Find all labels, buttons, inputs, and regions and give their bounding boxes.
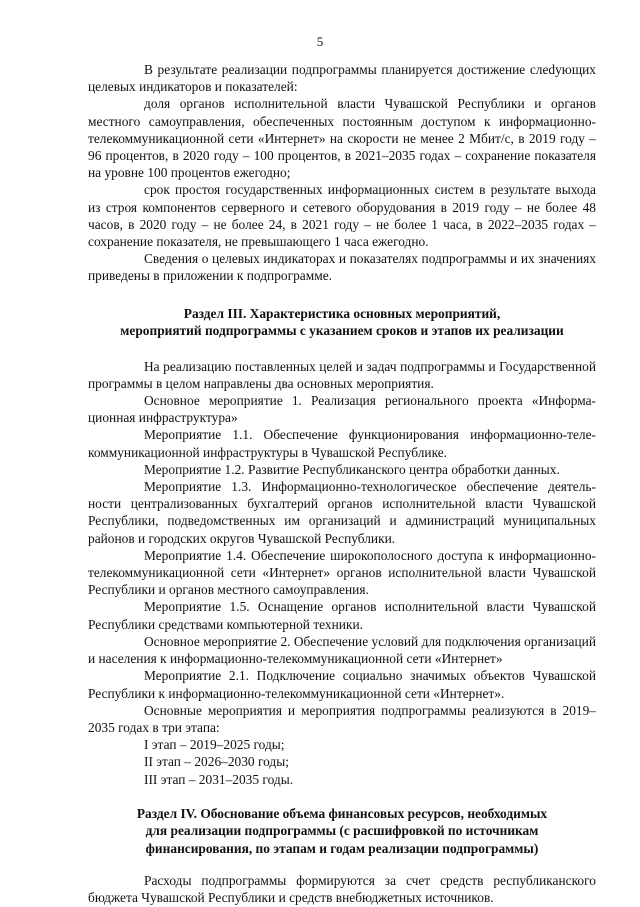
- paragraph: доля органов исполнительной власти Чувашской Республики и органов местного самоуправления, обеспеченных постоянным доступом к информационно-телекоммуникационной сети «Интернет» на скорости не менее 2 Мбит/с, в 2019 году – 96 процентов, в 2020 году – 100 процентов, в 2021–2035 годах – сохранение показателя на уровне 100 процентов ежегодно;: [88, 96, 596, 181]
- section-3-heading: [88, 305, 596, 340]
- heading-line: для реализации подпрограммы (с расшифровкой по источникам: [145, 823, 539, 839]
- heading-line: Раздел IV. Обоснование объема финансовых ресурсов, необходимых: [136, 805, 548, 821]
- paragraph: срок простоя государственных информационных систем в результате выхода из строя компонентов серверного и сетевого оборудования в 2019 году – не более 48 часов, в 2020 году – не более 24, в 2021 году – не более 1 часа, в 2022–2035 годах – сохранение показателя, не превышающего 1 часа ежегодно.: [88, 182, 596, 250]
- paragraph: Сведения о целевых индикаторах и показателях подпрограммы и их значениях приведены в приложении к подпрограмме.: [88, 251, 596, 284]
- paragraph: Мероприятие 1.4. Обеспечение широкополосного доступа к информационно-телекоммуникационной сети «Интернет» органов исполнительной власти Чувашской Республики и органов местного самоуправления.: [88, 547, 596, 598]
- paragraph: Мероприятие 1.1. Обеспечение функционирования информационно-телекоммуникационной инфраструктуры в Чувашской Республике.: [88, 427, 596, 460]
- stage-item: I этап – 2019–2025 годы;: [144, 737, 285, 753]
- paragraph: Мероприятие 2.1. Подключение социально значимых объектов Чувашской Республики к информационно-телекоммуникационной сети «Интернет».: [88, 668, 596, 701]
- page-content: [88, 61, 596, 907]
- paragraph: Мероприятие 1.2. Развитие Республиканского центра обработки данных.: [144, 461, 560, 477]
- paragraph: Расходы подпрограммы формируются за счет средств республиканского бюджета Чувашской Республики и средств внебюджетных источников.: [88, 873, 596, 906]
- heading-line: мероприятий подпрограммы с указанием сроков и этапов их реализации: [120, 323, 564, 339]
- page-number: 5: [316, 34, 324, 49]
- heading-line: финансирования, по этапам и годам реализации подпрограммы): [145, 840, 539, 856]
- paragraph: Основное мероприятие 1. Реализация регионального проекта «Информационная инфраструктура»: [88, 393, 596, 426]
- stage-item: II этап – 2026–2030 годы;: [144, 754, 289, 770]
- stage-item: III этап – 2031–2035 годы.: [144, 771, 294, 787]
- paragraph: Основные мероприятия и мероприятия подпрограммы реализуются в 2019–2035 годах в три этапа:: [88, 702, 596, 735]
- paragraph: Мероприятие 1.5. Оснащение органов исполнительной власти Чувашской Республики средствами компьютерной техники.: [88, 599, 596, 632]
- paragraph: В результате реализации подпрограммы планируется достижение слеdующих целевых индикаторов и показателей:: [88, 62, 596, 95]
- paragraph: Основное мероприятие 2. Обеспечение условий для подключения организаций и населения к информационно-телекоммуникационной сети «Интернет»: [88, 633, 596, 667]
- paragraph: Мероприятие 1.3. Информационно-технологическое обеспечение деятельности централизованных бухгалтерий органов исполнительной власти Чувашской Республики, подведомственных им организаций и администраций муниципальных районов и городских округов Чувашской Республики.: [88, 479, 596, 546]
- paragraph: На реализацию поставленных целей и задач подпрограммы и Государственной программы в целом направлены два основных мероприятия.: [88, 358, 596, 391]
- heading-line: Раздел III. Характеристика основных мероприятий,: [183, 305, 501, 321]
- section-4-heading: [88, 805, 596, 858]
